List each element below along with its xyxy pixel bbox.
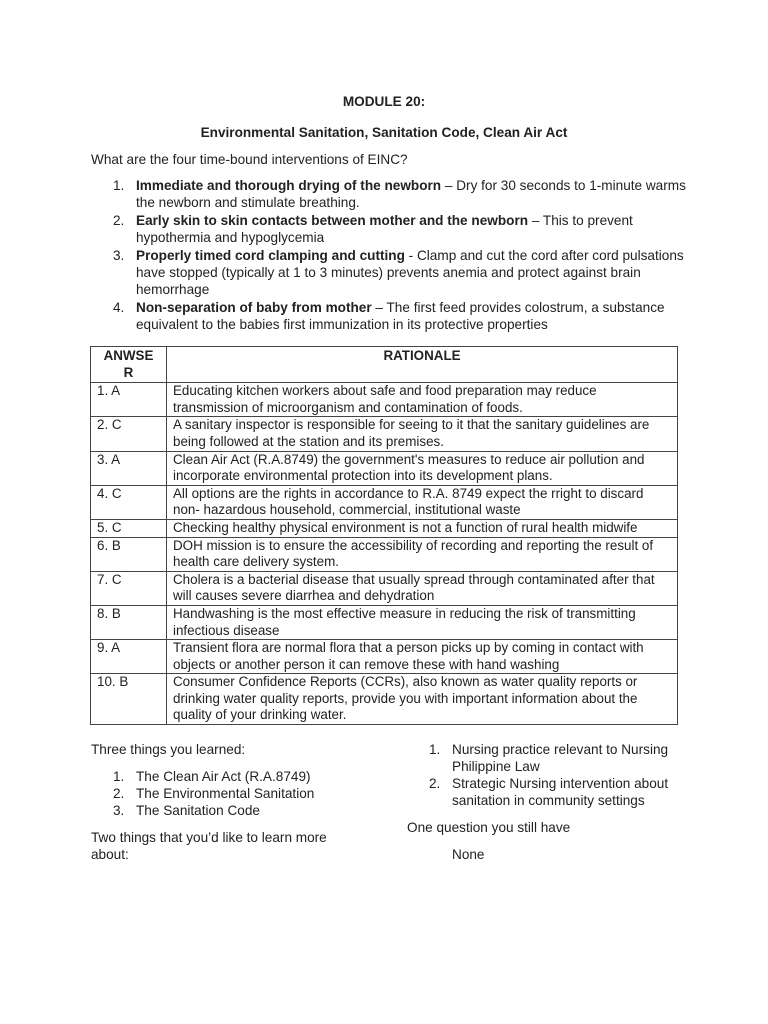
interventions-list [91,177,691,334]
answer-column-header: ANWSE R [91,347,167,383]
list-number: 3. [113,803,125,818]
intervention-item [91,247,691,298]
table-row [91,571,678,605]
list-item-text: The Sanitation Code [136,803,260,818]
einc-question: What are the four time-bound interventions of EINC? [91,152,408,167]
table-row [91,417,678,451]
list-number: 4. [113,300,125,315]
rationale-cell: Educating kitchen workers about safe and food preparation may reduce transmission of microorganism and contamination of foods. [167,383,678,417]
intervention-item [91,212,691,246]
list-number: 2. [113,786,125,801]
table-row [91,674,678,725]
answer-cell: 2. C [91,417,167,451]
intervention-title: Immediate and thorough drying of the newborn [136,178,442,193]
rationale-cell: Checking healthy physical environment is not a function of rural health midwife [167,519,678,537]
answer-cell: 9. A [91,640,167,674]
intervention-title: Early skin to skin contacts between mother and the newborn [136,213,529,228]
three-things-heading: Three things you learned: [91,742,246,757]
intervention-text: – This to prevent hypothermia and hypoglycemia [136,213,633,245]
answer-cell: 3. A [91,451,167,485]
table-row [91,605,678,639]
list-item [91,768,371,785]
answer-cell: 5. C [91,519,167,537]
answer-rationale-table [90,346,678,725]
table-row [91,451,678,485]
list-number: 2. [113,213,125,228]
list-number: 3. [113,248,125,263]
rationale-cell: Consumer Confidence Reports (CCRs), also known as water quality reports or drinking water quality reports, provide you with important information about the quality of your drinking water. [167,674,678,725]
three-things-list [91,768,371,819]
list-number: 1. [113,769,125,784]
list-number: 2. [429,776,441,791]
rationale-cell: All options are the rights in accordance to R.A. 8749 expect the rright to discard non- hazardous household, commercial, institutional waste [167,485,678,519]
list-item-text: The Environmental Sanitation [136,786,315,801]
question-heading: One question you still have [407,820,571,835]
answer-cell: 10. B [91,674,167,725]
intervention-item [91,299,691,333]
question-answer: None [452,847,485,862]
rationale-cell: Handwashing is the most effective measure in reducing the risk of transmitting infectious disease [167,605,678,639]
list-number: 1. [429,742,441,757]
module-subtitle: Environmental Sanitation, Sanitation Code, Clean Air Act [200,125,568,140]
table-row [91,485,678,519]
intervention-text: - Clamp and cut the cord after cord pulsations have stopped (typically at 1 to 3 minutes) prevents anemia and protect against brain hemorrhage [136,248,684,297]
list-item [407,741,697,775]
two-things-list [407,741,697,809]
table-row [91,640,678,674]
two-things-heading: Two things that you’d like to learn more about: [91,830,327,862]
module-title: MODULE 20: [342,94,426,109]
list-item-text: Nursing practice relevant to Nursing Philippine Law [452,742,669,774]
answer-cell: 1. A [91,383,167,417]
list-item [407,775,697,809]
reflection-right-column [407,741,697,863]
intervention-text: – The first feed provides colostrum, a substance equivalent to the babies first immunization in its protective properties [136,300,665,332]
table-header-row [91,347,678,383]
intervention-item [91,177,691,211]
answer-cell: 7. C [91,571,167,605]
table-row [91,383,678,417]
list-item-text: The Clean Air Act (R.A.8749) [136,769,311,784]
list-item [91,785,371,802]
rationale-column-header: RATIONALE [167,347,678,383]
list-number: 1. [113,178,125,193]
intervention-title: Properly timed cord clamping and cutting [136,248,405,263]
answer-cell: 6. B [91,537,167,571]
table-row [91,537,678,571]
rationale-cell: A sanitary inspector is responsible for seeing to it that the sanitary guidelines are being followed at the station and its premises. [167,417,678,451]
table-row [91,519,678,537]
intervention-title: Non-separation of baby from mother [136,300,372,315]
answer-cell: 4. C [91,485,167,519]
answer-cell: 8. B [91,605,167,639]
list-item-text: Strategic Nursing intervention about sanitation in community settings [452,776,669,808]
intervention-text: – Dry for 30 seconds to 1-minute warms the newborn and stimulate breathing. [136,178,686,210]
rationale-cell: DOH mission is to ensure the accessibility of recording and reporting the result of health care delivery system. [167,537,678,571]
list-item [91,802,371,819]
reflection-left-column [91,741,371,863]
rationale-cell: Transient flora are normal flora that a person picks up by coming in contact with objects or another person it can remove these with hand washing [167,640,678,674]
rationale-cell: Clean Air Act (R.A.8749) the government's measures to reduce air pollution and incorporate environmental protection into its development plans. [167,451,678,485]
rationale-cell: Cholera is a bacterial disease that usually spread through contaminated after that will causes severe diarrhea and dehydration [167,571,678,605]
